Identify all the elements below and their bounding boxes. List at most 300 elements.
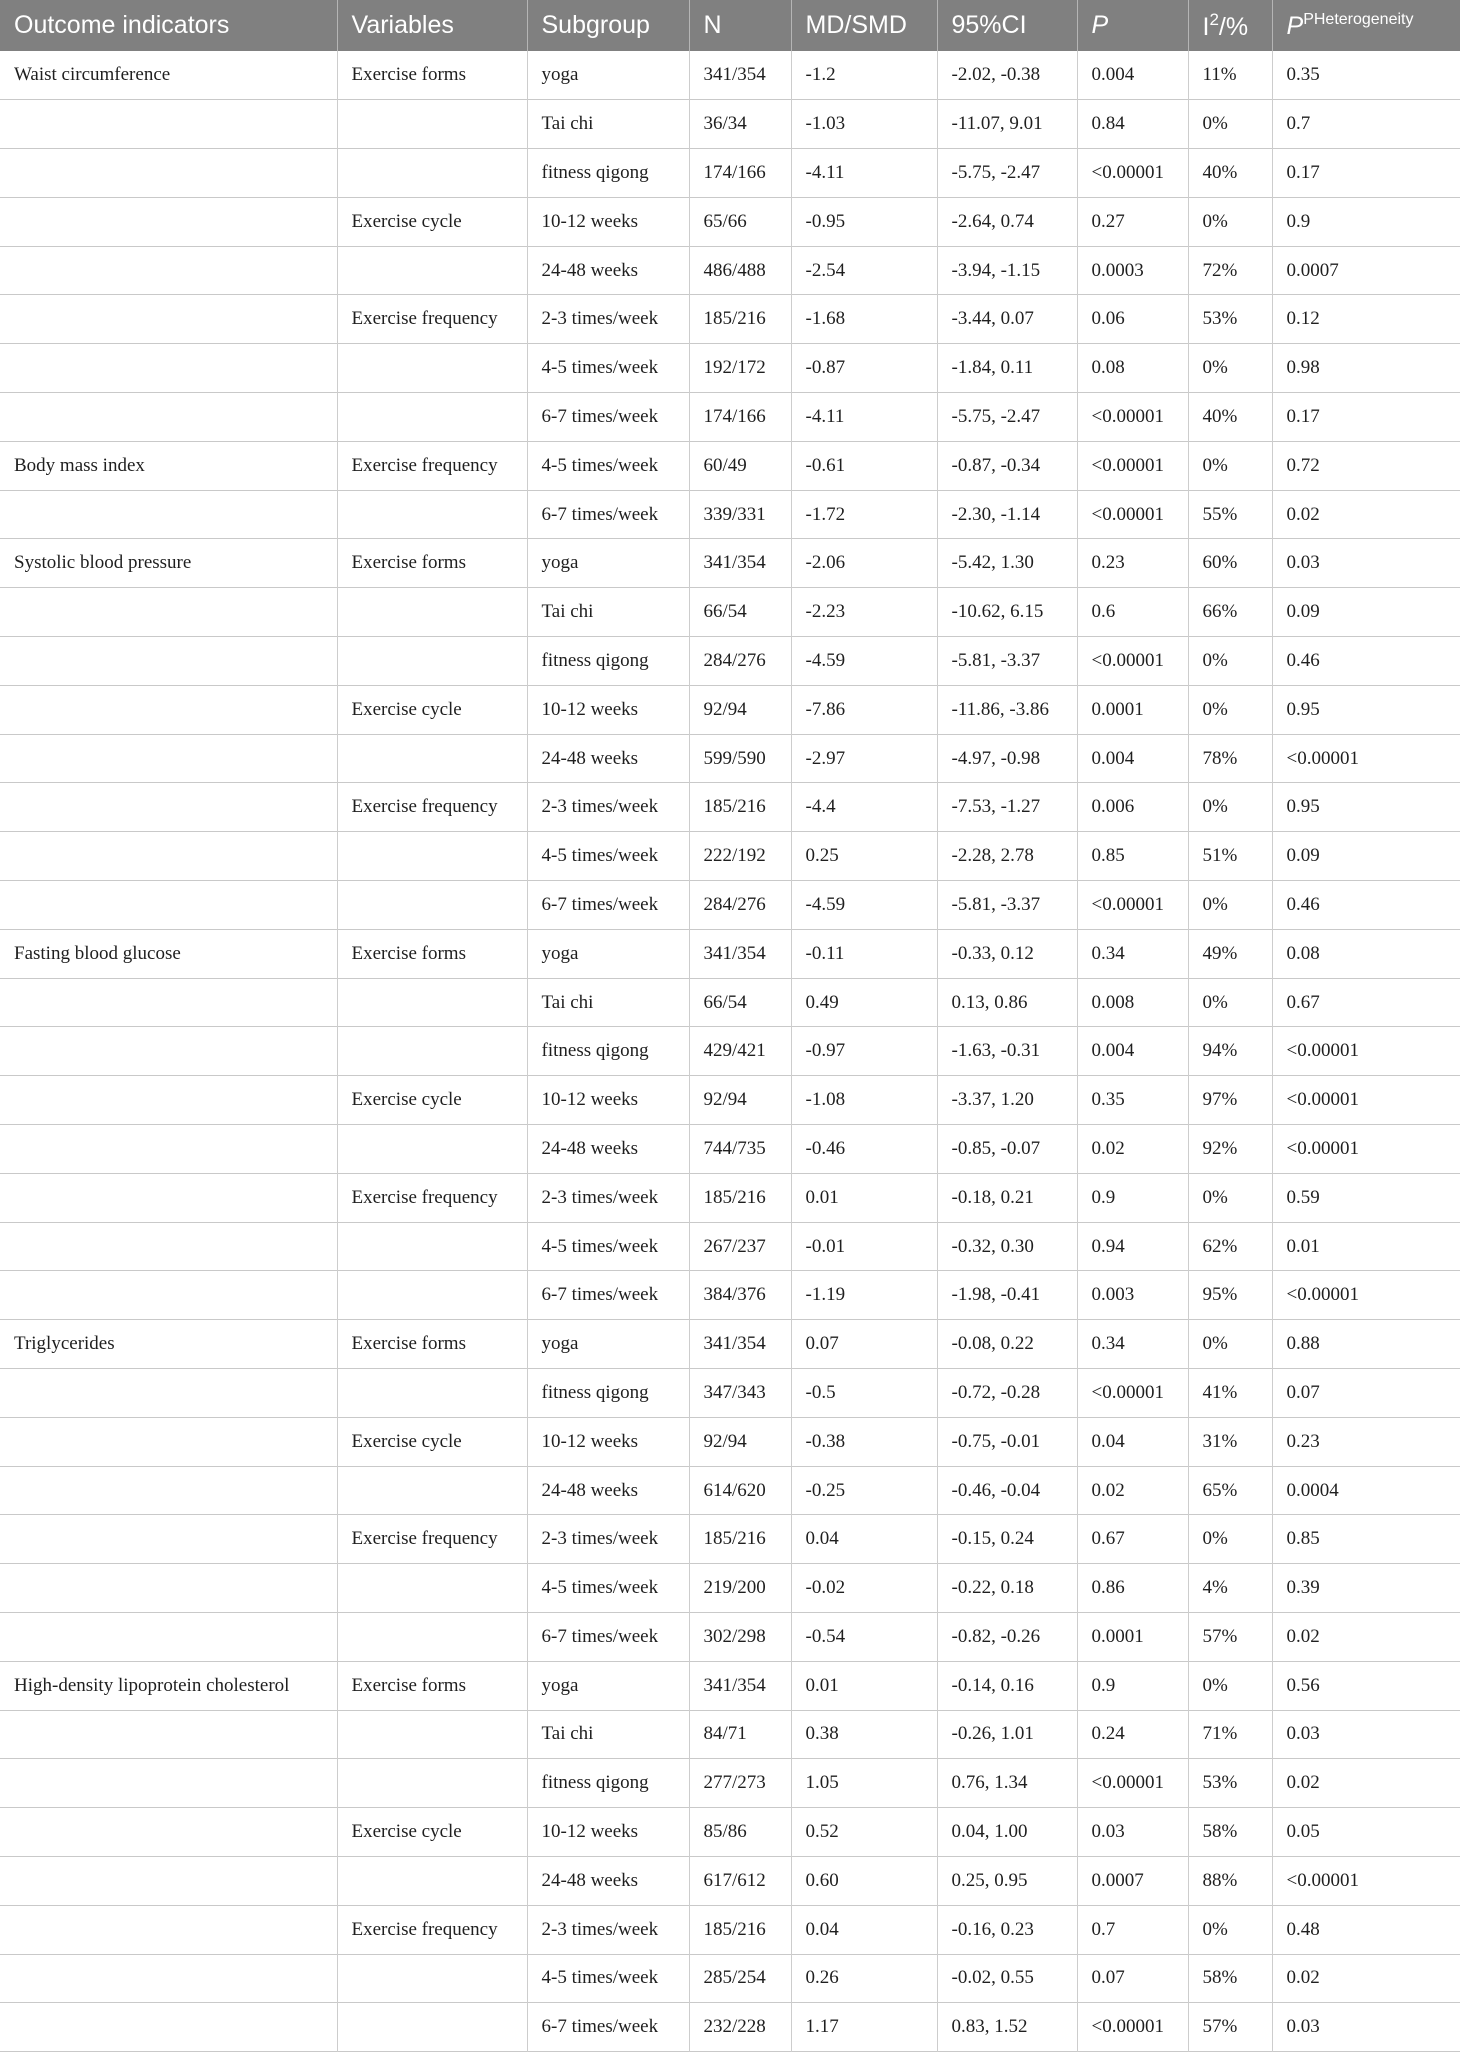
table-row bbox=[0, 881, 1460, 930]
cell-p-heterogeneity: 0.72 bbox=[1286, 454, 1320, 476]
cell-p-heterogeneity: 0.02 bbox=[1286, 1967, 1320, 1989]
cell-subgroup: 4-5 times/week bbox=[527, 1222, 689, 1271]
cell-p: 0.9 bbox=[1077, 1173, 1188, 1222]
table-row bbox=[0, 1222, 1460, 1271]
cell-p: 0.94 bbox=[1077, 1222, 1188, 1271]
cell-p: 0.03 bbox=[1077, 1808, 1188, 1857]
table-row bbox=[0, 1856, 1460, 1905]
cell-p-heterogeneity: <0.00001 bbox=[1286, 747, 1359, 769]
cell-ci: -0.33, 0.12 bbox=[937, 929, 1077, 978]
cell-p-heterogeneity: 0.56 bbox=[1286, 1674, 1320, 1696]
cell-ci: -0.18, 0.21 bbox=[937, 1173, 1077, 1222]
cell-variable: Exercise frequency bbox=[337, 441, 527, 490]
cell-subgroup: yoga bbox=[527, 539, 689, 588]
table-row bbox=[0, 539, 1460, 588]
cell-i2: 62% bbox=[1188, 1222, 1272, 1271]
table-row bbox=[0, 149, 1460, 198]
cell-md-smd: -0.38 bbox=[791, 1417, 937, 1466]
cell-p-heterogeneity: <0.00001 bbox=[1286, 1869, 1359, 1891]
cell-outcome bbox=[0, 637, 337, 686]
cell-p-heterogeneity: 0.35 bbox=[1286, 64, 1320, 86]
cell-i2: 0% bbox=[1188, 1173, 1272, 1222]
cell-p: <0.00001 bbox=[1077, 149, 1188, 198]
cell-p-heterogeneity: 0.85 bbox=[1286, 1528, 1320, 1550]
cell-subgroup: yoga bbox=[527, 929, 689, 978]
cell-variable bbox=[337, 1125, 527, 1174]
cell-variable: Exercise frequency bbox=[337, 295, 527, 344]
cell-outcome bbox=[0, 1222, 337, 1271]
cell-i2: 71% bbox=[1188, 1710, 1272, 1759]
cell-ci: -11.07, 9.01 bbox=[937, 100, 1077, 149]
cell-i2: 0% bbox=[1188, 1905, 1272, 1954]
cell-subgroup: 24-48 weeks bbox=[527, 734, 689, 783]
cell-p: 0.86 bbox=[1077, 1564, 1188, 1613]
cell-p: <0.00001 bbox=[1077, 1369, 1188, 1418]
cell-i2: 53% bbox=[1188, 295, 1272, 344]
cell-outcome bbox=[0, 490, 337, 539]
cell-variable bbox=[337, 1027, 527, 1076]
cell-ci: -0.85, -0.07 bbox=[937, 1125, 1077, 1174]
table-row bbox=[0, 1369, 1460, 1418]
table-row bbox=[0, 197, 1460, 246]
cell-i2: 65% bbox=[1188, 1466, 1272, 1515]
cell-md-smd: -0.11 bbox=[791, 929, 937, 978]
cell-subgroup: 6-7 times/week bbox=[527, 881, 689, 930]
cell-subgroup: 24-48 weeks bbox=[527, 246, 689, 295]
cell-n: 617/612 bbox=[689, 1856, 791, 1905]
cell-md-smd: -1.03 bbox=[791, 100, 937, 149]
cell-p: 0.34 bbox=[1077, 1320, 1188, 1369]
cell-md-smd: -2.06 bbox=[791, 539, 937, 588]
cell-n: 85/86 bbox=[689, 1808, 791, 1857]
header-ph-superscript: PHeterogeneity bbox=[1303, 10, 1414, 28]
table-row bbox=[0, 1125, 1460, 1174]
cell-subgroup: Tai chi bbox=[527, 1710, 689, 1759]
cell-ci: -0.02, 0.55 bbox=[937, 1954, 1077, 2003]
cell-p-heterogeneity: 0.48 bbox=[1286, 1918, 1320, 1940]
cell-subgroup: fitness qigong bbox=[527, 1027, 689, 1076]
cell-ci: -5.81, -3.37 bbox=[937, 881, 1077, 930]
cell-outcome bbox=[0, 149, 337, 198]
cell-outcome bbox=[0, 1856, 337, 1905]
cell-subgroup: 6-7 times/week bbox=[527, 2003, 689, 2052]
cell-variable bbox=[337, 1856, 527, 1905]
cell-subgroup: 4-5 times/week bbox=[527, 1564, 689, 1613]
cell-n: 192/172 bbox=[689, 344, 791, 393]
cell-n: 60/49 bbox=[689, 441, 791, 490]
cell-variable bbox=[337, 881, 527, 930]
cell-n: 302/298 bbox=[689, 1613, 791, 1662]
cell-subgroup: 10-12 weeks bbox=[527, 685, 689, 734]
cell-subgroup: fitness qigong bbox=[527, 637, 689, 686]
cell-n: 232/228 bbox=[689, 2003, 791, 2052]
cell-n: 284/276 bbox=[689, 881, 791, 930]
cell-p: 0.07 bbox=[1077, 1954, 1188, 2003]
cell-outcome bbox=[0, 1076, 337, 1125]
cell-i2: 0% bbox=[1188, 441, 1272, 490]
cell-outcome bbox=[0, 978, 337, 1027]
cell-ci: -0.46, -0.04 bbox=[937, 1466, 1077, 1515]
table-row bbox=[0, 295, 1460, 344]
cell-md-smd: 1.17 bbox=[791, 2003, 937, 2052]
cell-variable bbox=[337, 100, 527, 149]
table-row bbox=[0, 1905, 1460, 1954]
cell-n: 66/54 bbox=[689, 588, 791, 637]
cell-variable bbox=[337, 149, 527, 198]
cell-i2: 0% bbox=[1188, 637, 1272, 686]
cell-variable: Exercise forms bbox=[337, 1661, 527, 1710]
cell-outcome bbox=[0, 1271, 337, 1320]
table-row bbox=[0, 51, 1460, 100]
cell-variable bbox=[337, 344, 527, 393]
cell-i2: 55% bbox=[1188, 490, 1272, 539]
cell-n: 267/237 bbox=[689, 1222, 791, 1271]
cell-n: 84/71 bbox=[689, 1710, 791, 1759]
cell-md-smd: -4.11 bbox=[791, 149, 937, 198]
header-row bbox=[0, 0, 1460, 51]
header-p-label: P bbox=[1091, 11, 1109, 39]
cell-i2: 0% bbox=[1188, 881, 1272, 930]
cell-subgroup: 24-48 weeks bbox=[527, 1466, 689, 1515]
cell-n: 92/94 bbox=[689, 1417, 791, 1466]
cell-variable bbox=[337, 246, 527, 295]
cell-outcome bbox=[0, 100, 337, 149]
cell-p-heterogeneity: 0.0007 bbox=[1286, 259, 1339, 281]
cell-i2: 11% bbox=[1188, 51, 1272, 100]
cell-i2: 31% bbox=[1188, 1417, 1272, 1466]
cell-outcome bbox=[0, 1466, 337, 1515]
cell-variable bbox=[337, 1710, 527, 1759]
cell-ci: -1.84, 0.11 bbox=[937, 344, 1077, 393]
table-row bbox=[0, 441, 1460, 490]
cell-md-smd: -0.02 bbox=[791, 1564, 937, 1613]
cell-p: <0.00001 bbox=[1077, 490, 1188, 539]
cell-md-smd: -0.01 bbox=[791, 1222, 937, 1271]
table-row bbox=[0, 2003, 1460, 2052]
cell-i2: 0% bbox=[1188, 1661, 1272, 1710]
table-row bbox=[0, 1466, 1460, 1515]
cell-p-heterogeneity: 0.02 bbox=[1286, 1772, 1320, 1794]
cell-p-heterogeneity: 0.03 bbox=[1286, 2016, 1320, 2038]
cell-ci: -2.02, -0.38 bbox=[937, 51, 1077, 100]
cell-i2: 72% bbox=[1188, 246, 1272, 295]
cell-p-heterogeneity: <0.00001 bbox=[1286, 1040, 1359, 1062]
cell-i2: 40% bbox=[1188, 149, 1272, 198]
cell-variable: Exercise frequency bbox=[337, 1905, 527, 1954]
cell-n: 92/94 bbox=[689, 1076, 791, 1125]
cell-ci: -3.37, 1.20 bbox=[937, 1076, 1077, 1125]
cell-md-smd: -0.54 bbox=[791, 1613, 937, 1662]
cell-ci: -2.30, -1.14 bbox=[937, 490, 1077, 539]
cell-i2: 0% bbox=[1188, 1515, 1272, 1564]
cell-i2: 88% bbox=[1188, 1856, 1272, 1905]
cell-ci: -3.94, -1.15 bbox=[937, 246, 1077, 295]
header-p bbox=[1077, 0, 1188, 51]
cell-ci: 0.76, 1.34 bbox=[937, 1759, 1077, 1808]
cell-variable: Exercise cycle bbox=[337, 1808, 527, 1857]
cell-i2: 40% bbox=[1188, 393, 1272, 442]
cell-p: 0.67 bbox=[1077, 1515, 1188, 1564]
cell-subgroup: 4-5 times/week bbox=[527, 441, 689, 490]
cell-p-heterogeneity: 0.7 bbox=[1286, 113, 1311, 135]
cell-n: 185/216 bbox=[689, 1515, 791, 1564]
cell-variable bbox=[337, 1564, 527, 1613]
table-row bbox=[0, 637, 1460, 686]
cell-i2: 0% bbox=[1188, 100, 1272, 149]
cell-variable bbox=[337, 490, 527, 539]
cell-n: 599/590 bbox=[689, 734, 791, 783]
cell-i2: 78% bbox=[1188, 734, 1272, 783]
table-row bbox=[0, 1271, 1460, 1320]
header-i2-base: I bbox=[1202, 12, 1210, 41]
cell-i2: 4% bbox=[1188, 1564, 1272, 1613]
cell-n: 347/343 bbox=[689, 1369, 791, 1418]
cell-ci: -0.22, 0.18 bbox=[937, 1564, 1077, 1613]
cell-n: 219/200 bbox=[689, 1564, 791, 1613]
table-row bbox=[0, 1076, 1460, 1125]
table-row bbox=[0, 1661, 1460, 1710]
cell-p-heterogeneity: <0.00001 bbox=[1286, 1284, 1359, 1306]
table-row bbox=[0, 1564, 1460, 1613]
table-row bbox=[0, 393, 1460, 442]
cell-ci: -3.44, 0.07 bbox=[937, 295, 1077, 344]
cell-outcome bbox=[0, 344, 337, 393]
cell-n: 36/34 bbox=[689, 100, 791, 149]
table-row bbox=[0, 490, 1460, 539]
cell-subgroup: 2-3 times/week bbox=[527, 1905, 689, 1954]
table-row bbox=[0, 1613, 1460, 1662]
table-row bbox=[0, 1173, 1460, 1222]
cell-md-smd: -0.61 bbox=[791, 441, 937, 490]
header-i2-superscript: 2 bbox=[1209, 9, 1219, 29]
cell-subgroup: yoga bbox=[527, 1320, 689, 1369]
cell-p-heterogeneity: 0.46 bbox=[1286, 649, 1320, 671]
cell-ci: -5.42, 1.30 bbox=[937, 539, 1077, 588]
cell-subgroup: 4-5 times/week bbox=[527, 1954, 689, 2003]
table-row bbox=[0, 1515, 1460, 1564]
cell-subgroup: 6-7 times/week bbox=[527, 393, 689, 442]
cell-n: 222/192 bbox=[689, 832, 791, 881]
cell-ci: -0.15, 0.24 bbox=[937, 1515, 1077, 1564]
cell-n: 185/216 bbox=[689, 783, 791, 832]
cell-variable bbox=[337, 734, 527, 783]
cell-variable bbox=[337, 1369, 527, 1418]
cell-p: 0.34 bbox=[1077, 929, 1188, 978]
cell-p-heterogeneity: 0.07 bbox=[1286, 1381, 1320, 1403]
cell-subgroup: 6-7 times/week bbox=[527, 1613, 689, 1662]
header-outcome: Outcome indicators bbox=[0, 0, 337, 51]
cell-md-smd: 0.04 bbox=[791, 1905, 937, 1954]
table-row bbox=[0, 344, 1460, 393]
cell-ci: -4.97, -0.98 bbox=[937, 734, 1077, 783]
cell-n: 486/488 bbox=[689, 246, 791, 295]
cell-outcome bbox=[0, 1027, 337, 1076]
cell-ci: -0.14, 0.16 bbox=[937, 1661, 1077, 1710]
cell-ci: -10.62, 6.15 bbox=[937, 588, 1077, 637]
cell-variable: Exercise frequency bbox=[337, 783, 527, 832]
cell-outcome bbox=[0, 1710, 337, 1759]
cell-i2: 53% bbox=[1188, 1759, 1272, 1808]
cell-md-smd: -0.5 bbox=[791, 1369, 937, 1418]
cell-p-heterogeneity: 0.01 bbox=[1286, 1235, 1320, 1257]
cell-outcome bbox=[0, 1905, 337, 1954]
cell-subgroup: fitness qigong bbox=[527, 1759, 689, 1808]
cell-md-smd: 0.49 bbox=[791, 978, 937, 1027]
cell-outcome bbox=[0, 1515, 337, 1564]
cell-outcome bbox=[0, 393, 337, 442]
cell-subgroup: Tai chi bbox=[527, 978, 689, 1027]
table-row bbox=[0, 734, 1460, 783]
cell-subgroup: 10-12 weeks bbox=[527, 1417, 689, 1466]
cell-subgroup: 2-3 times/week bbox=[527, 295, 689, 344]
table-header bbox=[0, 0, 1460, 51]
table-row bbox=[0, 832, 1460, 881]
cell-variable bbox=[337, 1759, 527, 1808]
cell-variable bbox=[337, 1613, 527, 1662]
cell-variable: Exercise cycle bbox=[337, 1417, 527, 1466]
cell-subgroup: 10-12 weeks bbox=[527, 197, 689, 246]
cell-p: 0.0001 bbox=[1077, 1613, 1188, 1662]
cell-subgroup: 2-3 times/week bbox=[527, 783, 689, 832]
header-p-heterogeneity bbox=[1272, 0, 1460, 51]
cell-p: <0.00001 bbox=[1077, 637, 1188, 686]
cell-p-heterogeneity: 0.02 bbox=[1286, 1625, 1320, 1647]
cell-subgroup: yoga bbox=[527, 1661, 689, 1710]
cell-outcome bbox=[0, 197, 337, 246]
cell-p-heterogeneity: 0.95 bbox=[1286, 796, 1320, 818]
cell-subgroup: 10-12 weeks bbox=[527, 1808, 689, 1857]
cell-i2: 57% bbox=[1188, 1613, 1272, 1662]
cell-md-smd: -2.54 bbox=[791, 246, 937, 295]
cell-subgroup: Tai chi bbox=[527, 588, 689, 637]
cell-outcome bbox=[0, 1564, 337, 1613]
cell-p: 0.0007 bbox=[1077, 1856, 1188, 1905]
cell-ci: -0.16, 0.23 bbox=[937, 1905, 1077, 1954]
cell-variable: Exercise frequency bbox=[337, 1173, 527, 1222]
cell-p: <0.00001 bbox=[1077, 393, 1188, 442]
cell-ci: 0.04, 1.00 bbox=[937, 1808, 1077, 1857]
cell-variable bbox=[337, 978, 527, 1027]
cell-n: 384/376 bbox=[689, 1271, 791, 1320]
table-row bbox=[0, 929, 1460, 978]
cell-p-heterogeneity: 0.09 bbox=[1286, 845, 1320, 867]
cell-p-heterogeneity: 0.03 bbox=[1286, 1723, 1320, 1745]
cell-ci: -2.64, 0.74 bbox=[937, 197, 1077, 246]
cell-p: 0.35 bbox=[1077, 1076, 1188, 1125]
cell-i2: 0% bbox=[1188, 685, 1272, 734]
header-n: N bbox=[689, 0, 791, 51]
table-row bbox=[0, 1320, 1460, 1369]
table-row bbox=[0, 1759, 1460, 1808]
cell-n: 185/216 bbox=[689, 1905, 791, 1954]
cell-md-smd: 0.01 bbox=[791, 1173, 937, 1222]
cell-outcome bbox=[0, 246, 337, 295]
cell-md-smd: -4.4 bbox=[791, 783, 937, 832]
cell-n: 185/216 bbox=[689, 295, 791, 344]
cell-md-smd: 0.25 bbox=[791, 832, 937, 881]
cell-n: 341/354 bbox=[689, 51, 791, 100]
cell-variable: Exercise cycle bbox=[337, 1076, 527, 1125]
cell-p-heterogeneity: 0.0004 bbox=[1286, 1479, 1339, 1501]
cell-outcome bbox=[0, 1808, 337, 1857]
table-row bbox=[0, 1710, 1460, 1759]
cell-ci: -11.86, -3.86 bbox=[937, 685, 1077, 734]
cell-md-smd: -0.95 bbox=[791, 197, 937, 246]
cell-md-smd: -7.86 bbox=[791, 685, 937, 734]
cell-n: 277/273 bbox=[689, 1759, 791, 1808]
cell-variable: Exercise frequency bbox=[337, 1515, 527, 1564]
cell-p-heterogeneity: 0.17 bbox=[1286, 161, 1320, 183]
cell-outcome: Waist circumference bbox=[0, 51, 337, 100]
cell-p-heterogeneity: 0.67 bbox=[1286, 991, 1320, 1013]
cell-i2: 0% bbox=[1188, 344, 1272, 393]
cell-n: 341/354 bbox=[689, 1661, 791, 1710]
cell-ci: -0.82, -0.26 bbox=[937, 1613, 1077, 1662]
cell-md-smd: 0.60 bbox=[791, 1856, 937, 1905]
cell-p-heterogeneity: 0.88 bbox=[1286, 1333, 1320, 1355]
cell-outcome: Systolic blood pressure bbox=[0, 539, 337, 588]
cell-md-smd: -1.2 bbox=[791, 51, 937, 100]
cell-i2: 92% bbox=[1188, 1125, 1272, 1174]
cell-p: 0.0003 bbox=[1077, 246, 1188, 295]
cell-outcome bbox=[0, 1613, 337, 1662]
cell-subgroup: Tai chi bbox=[527, 100, 689, 149]
cell-ci: -2.28, 2.78 bbox=[937, 832, 1077, 881]
cell-subgroup: 2-3 times/week bbox=[527, 1515, 689, 1564]
cell-subgroup: 24-48 weeks bbox=[527, 1856, 689, 1905]
cell-p: 0.04 bbox=[1077, 1417, 1188, 1466]
cell-p-heterogeneity: <0.00001 bbox=[1286, 1089, 1359, 1111]
cell-i2: 58% bbox=[1188, 1954, 1272, 2003]
table-row bbox=[0, 1027, 1460, 1076]
cell-p: <0.00001 bbox=[1077, 2003, 1188, 2052]
cell-n: 285/254 bbox=[689, 1954, 791, 2003]
cell-outcome bbox=[0, 1417, 337, 1466]
cell-outcome: Body mass index bbox=[0, 441, 337, 490]
cell-md-smd: -0.25 bbox=[791, 1466, 937, 1515]
cell-md-smd: -1.72 bbox=[791, 490, 937, 539]
header-md-smd: MD/SMD bbox=[791, 0, 937, 51]
cell-n: 744/735 bbox=[689, 1125, 791, 1174]
table-row bbox=[0, 1954, 1460, 2003]
table-row bbox=[0, 588, 1460, 637]
cell-i2: 66% bbox=[1188, 588, 1272, 637]
cell-subgroup: 6-7 times/week bbox=[527, 1271, 689, 1320]
cell-variable bbox=[337, 1222, 527, 1271]
cell-n: 341/354 bbox=[689, 539, 791, 588]
cell-p-heterogeneity: 0.95 bbox=[1286, 698, 1320, 720]
cell-variable: Exercise cycle bbox=[337, 197, 527, 246]
cell-ci: -0.72, -0.28 bbox=[937, 1369, 1077, 1418]
cell-p-heterogeneity: 0.9 bbox=[1286, 210, 1311, 232]
cell-p: 0.004 bbox=[1077, 1027, 1188, 1076]
cell-outcome bbox=[0, 1759, 337, 1808]
cell-subgroup: 6-7 times/week bbox=[527, 490, 689, 539]
cell-p: 0.08 bbox=[1077, 344, 1188, 393]
cell-subgroup: 24-48 weeks bbox=[527, 1125, 689, 1174]
cell-variable bbox=[337, 637, 527, 686]
cell-outcome bbox=[0, 881, 337, 930]
cell-p-heterogeneity: <0.00001 bbox=[1286, 1137, 1359, 1159]
cell-ci: -7.53, -1.27 bbox=[937, 783, 1077, 832]
cell-i2: 0% bbox=[1188, 783, 1272, 832]
cell-i2: 0% bbox=[1188, 197, 1272, 246]
cell-n: 284/276 bbox=[689, 637, 791, 686]
cell-ci: 0.25, 0.95 bbox=[937, 1856, 1077, 1905]
cell-p-heterogeneity: 0.17 bbox=[1286, 405, 1320, 427]
cell-md-smd: 0.07 bbox=[791, 1320, 937, 1369]
cell-variable: Exercise forms bbox=[337, 1320, 527, 1369]
